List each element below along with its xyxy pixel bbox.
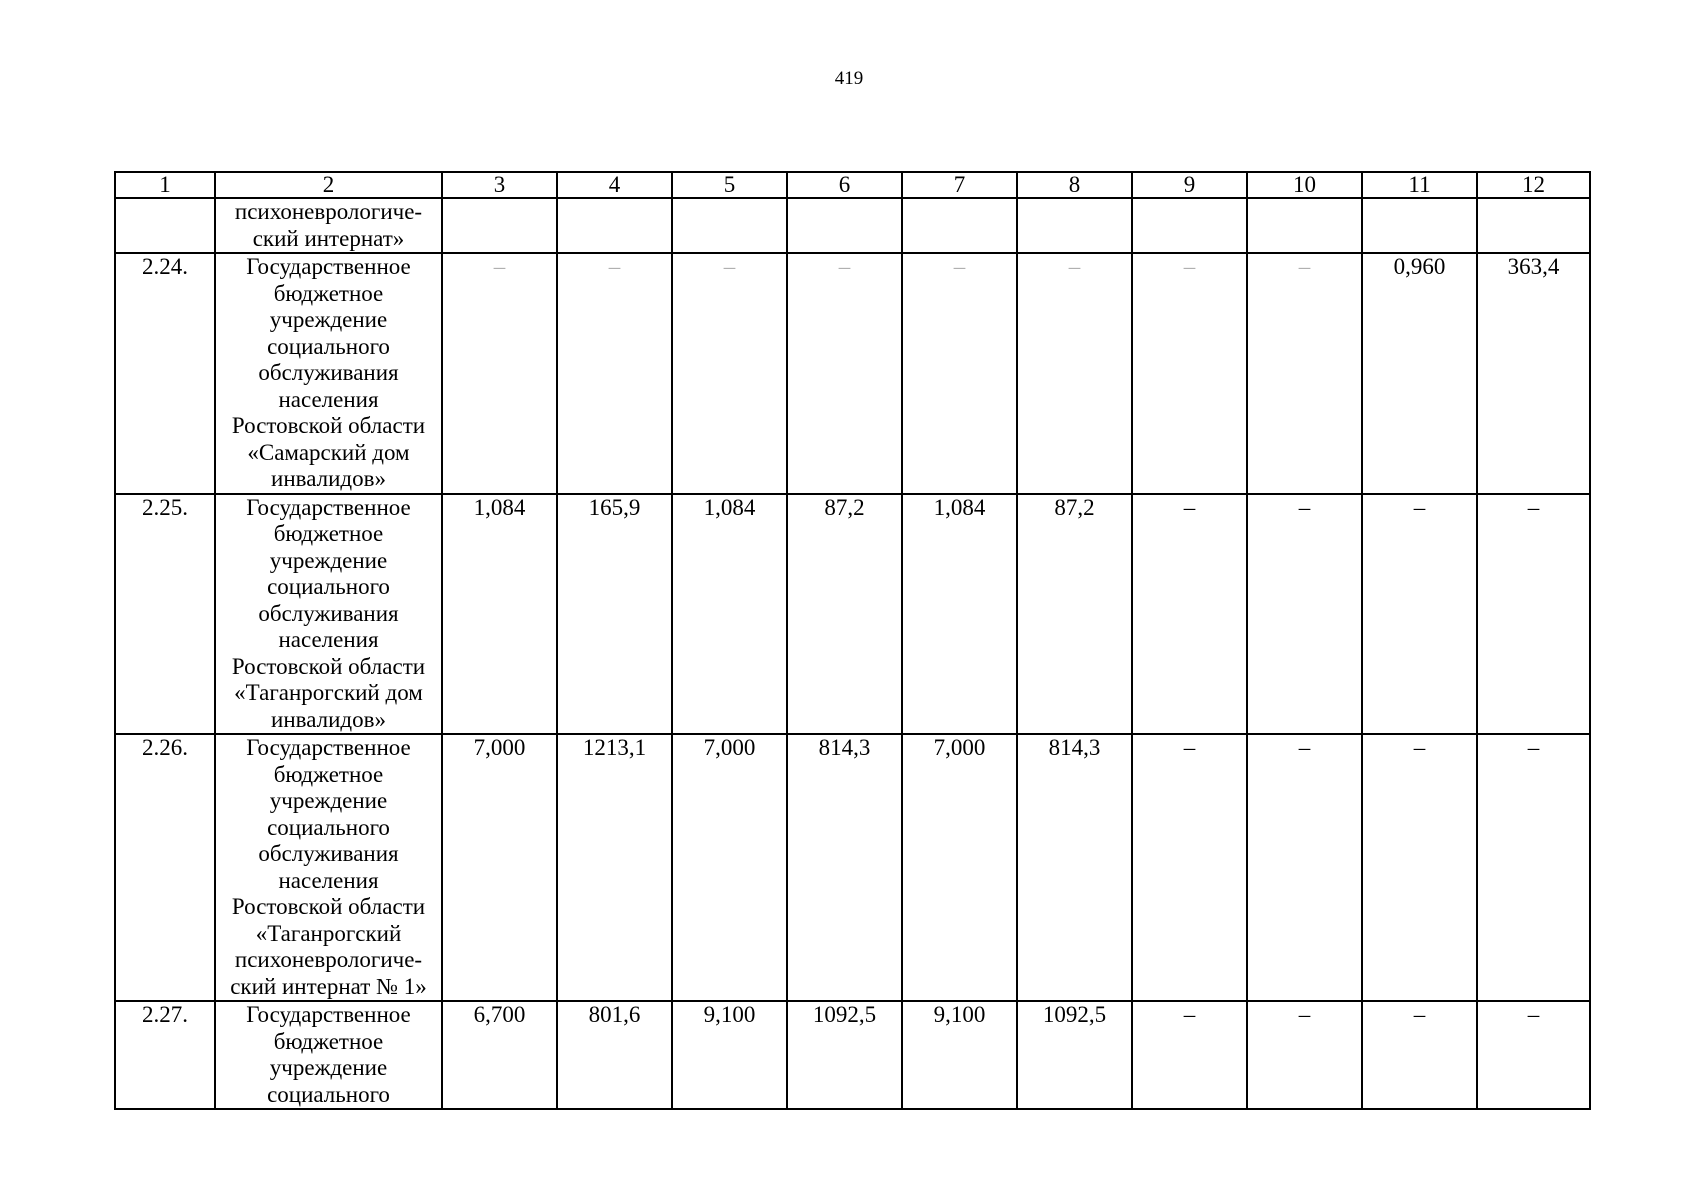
- data-table: [114, 171, 1591, 1110]
- name-line: социального: [267, 333, 390, 359]
- column-header: 8: [1017, 172, 1132, 198]
- value-cell: 363,4: [1477, 253, 1590, 494]
- name-line: бюджетное: [273, 521, 384, 546]
- row-number: 2.26.: [115, 734, 215, 1001]
- column-header: 12: [1477, 172, 1590, 198]
- value-cell: –: [1132, 734, 1247, 1001]
- value-cell: –: [1477, 1001, 1590, 1109]
- value-cell: 814,3: [787, 734, 902, 1001]
- column-header: 11: [1362, 172, 1477, 198]
- value-cell: –: [1247, 734, 1362, 1001]
- column-header: 4: [557, 172, 672, 198]
- name-line: психоневрологиче-: [234, 199, 423, 224]
- institution-name: [215, 1001, 442, 1109]
- value-cell: –: [1132, 494, 1247, 735]
- name-line: учреждение: [269, 307, 388, 332]
- column-header: 3: [442, 172, 557, 198]
- value-cell: 7,000: [902, 734, 1017, 1001]
- name-line: инвалидов»: [271, 706, 386, 732]
- value-cell: –: [442, 253, 557, 494]
- value-cell: –: [1017, 253, 1132, 494]
- name-line: социального: [267, 814, 390, 840]
- value-cell: 801,6: [557, 1001, 672, 1109]
- value-cell: 9,100: [672, 1001, 787, 1109]
- name-line: бюджетное: [273, 280, 384, 306]
- value-cell: 6,700: [442, 1001, 557, 1109]
- institution-name: [215, 494, 442, 735]
- name-line: социального: [267, 1081, 390, 1107]
- value-cell: –: [1477, 494, 1590, 735]
- name-line: обслуживания: [258, 360, 399, 385]
- value-cell: 814,3: [1017, 734, 1132, 1001]
- value-cell: –: [1132, 1001, 1247, 1109]
- institution-name: [215, 734, 442, 1001]
- value-cell: [672, 198, 787, 253]
- value-cell: 1092,5: [1017, 1001, 1132, 1109]
- value-cell: –: [672, 253, 787, 494]
- table-row: [115, 494, 1590, 735]
- name-line: учреждение: [269, 1055, 388, 1080]
- row-number: 2.27.: [115, 1001, 215, 1109]
- name-line: учреждение: [269, 788, 388, 813]
- name-line: «Таганрогский: [255, 920, 402, 946]
- value-cell: 0,960: [1362, 253, 1477, 494]
- name-line: обслуживания: [258, 841, 399, 866]
- value-cell: –: [1247, 494, 1362, 735]
- value-cell: 1092,5: [787, 1001, 902, 1109]
- name-line: Государственное: [246, 254, 411, 279]
- name-line: Государственное: [246, 735, 411, 760]
- value-cell: –: [1247, 1001, 1362, 1109]
- table-row: [115, 1001, 1590, 1109]
- name-line: Государственное: [246, 1002, 411, 1027]
- name-line: бюджетное: [273, 1028, 384, 1054]
- value-cell: –: [1362, 494, 1477, 735]
- name-line: психоневрологиче-: [234, 947, 423, 972]
- column-header: 5: [672, 172, 787, 198]
- name-line: социального: [267, 574, 390, 599]
- value-cell: –: [1132, 253, 1247, 494]
- value-cell: [442, 198, 557, 253]
- name-line: населения: [278, 386, 379, 412]
- value-cell: 9,100: [902, 1001, 1017, 1109]
- table-row: [115, 198, 1590, 253]
- value-cell: –: [557, 253, 672, 494]
- column-header: 10: [1247, 172, 1362, 198]
- name-line: обслуживания: [258, 600, 399, 626]
- row-number: 2.24.: [115, 253, 215, 494]
- table-row: [115, 253, 1590, 494]
- name-line: Ростовской области: [231, 653, 426, 679]
- institution-name: [215, 198, 442, 253]
- row-number: [115, 198, 215, 253]
- value-cell: 7,000: [672, 734, 787, 1001]
- value-cell: [1017, 198, 1132, 253]
- header-row: [115, 172, 1590, 198]
- value-cell: 1,084: [672, 494, 787, 735]
- column-header: 2: [215, 172, 442, 198]
- name-line: ский интернат»: [252, 225, 405, 251]
- value-cell: [1362, 198, 1477, 253]
- value-cell: 1213,1: [557, 734, 672, 1001]
- column-header: 1: [115, 172, 215, 198]
- column-header: 7: [902, 172, 1017, 198]
- name-line: Ростовской области: [231, 413, 426, 438]
- value-cell: [902, 198, 1017, 253]
- column-header: 6: [787, 172, 902, 198]
- value-cell: –: [902, 253, 1017, 494]
- name-line: бюджетное: [273, 761, 384, 787]
- name-line: населения: [278, 867, 379, 893]
- value-cell: 87,2: [1017, 494, 1132, 735]
- value-cell: –: [1477, 734, 1590, 1001]
- value-cell: –: [1362, 1001, 1477, 1109]
- value-cell: 1,084: [442, 494, 557, 735]
- value-cell: 87,2: [787, 494, 902, 735]
- name-line: «Самарский дом: [247, 439, 410, 465]
- value-cell: –: [787, 253, 902, 494]
- value-cell: 1,084: [902, 494, 1017, 735]
- page-number: 419: [834, 68, 864, 89]
- name-line: ский интернат № 1»: [230, 973, 427, 999]
- value-cell: [1132, 198, 1247, 253]
- name-line: инвалидов»: [271, 466, 386, 491]
- value-cell: 7,000: [442, 734, 557, 1001]
- name-line: «Таганрогский дом: [234, 680, 423, 705]
- value-cell: [787, 198, 902, 253]
- name-line: Ростовской области: [231, 894, 426, 919]
- name-line: Государственное: [246, 494, 411, 520]
- value-cell: [1477, 198, 1590, 253]
- value-cell: –: [1247, 253, 1362, 494]
- value-cell: [1247, 198, 1362, 253]
- table-row: [115, 734, 1590, 1001]
- institution-name: [215, 253, 442, 494]
- row-number: 2.25.: [115, 494, 215, 735]
- value-cell: [557, 198, 672, 253]
- name-line: учреждение: [269, 547, 388, 573]
- value-cell: –: [1362, 734, 1477, 1001]
- value-cell: 165,9: [557, 494, 672, 735]
- name-line: населения: [278, 627, 379, 652]
- column-header: 9: [1132, 172, 1247, 198]
